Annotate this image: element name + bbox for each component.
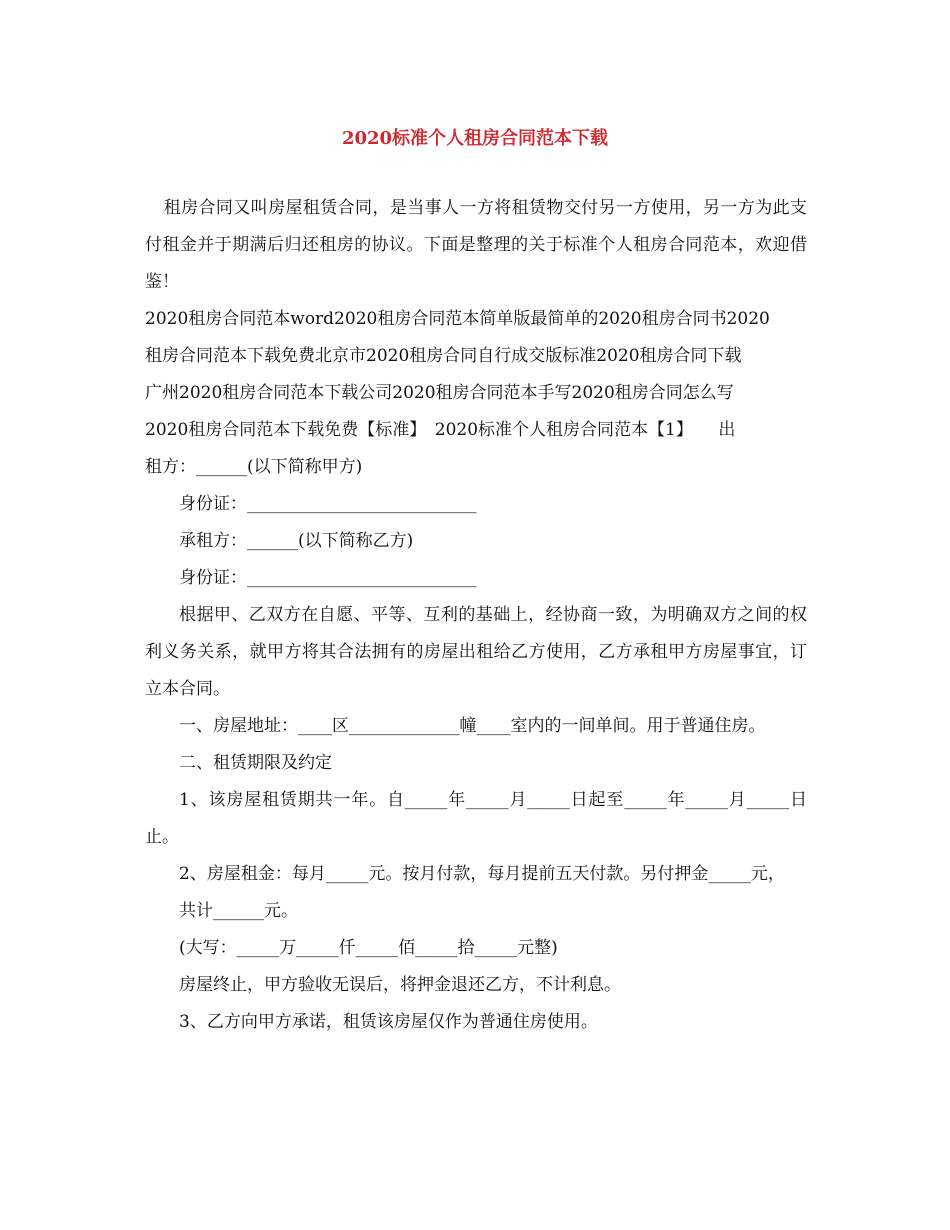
address-clause: 一、房屋地址：____区_____________幢____室内的一间单间。用于普通住房。 [179,716,766,736]
term-heading: 二、租赁期限及约定 [179,753,332,773]
keywords-line: 租房合同范本下载免费北京市2020租房合同自行成交版标准2020租房合同下载 [145,346,742,366]
lessee-line: 承租方：______(以下简称乙方) [179,531,414,551]
refund-line: 房屋终止，甲方验收无误后，将押金退还乙方，不计利息。 [179,975,621,995]
intro-paragraph: 租房合同又叫房屋租赁合同，是当事人一方将租赁物交付另一方使用，另一方为此支付租金并于期满后归还租房的协议。下面是整理的关于标准个人租房合同范本，欢迎借鉴！ [145,198,807,292]
keywords-line: 2020租房合同范本下载免费【标准】 2020标准个人租房合同范本【1】 出 [145,420,736,440]
term-clause-1: 1、该房屋租赁期共一年。自_____年_____月_____日起至_____年_____月_____日止。 [145,790,807,847]
use-clause: 3、乙方向甲方承诺，租赁该房屋仅作为普通住房使用。 [179,1012,598,1032]
rent-clause: 2、房屋租金：每月_____元。按月付款，每月提前五天付款。另付押金_____元， [179,864,785,884]
lessor-id-line: 身份证：___________________________ [179,494,477,514]
capital-amount-line: (大写：_____万_____仟_____佰_____拾_____元整) [179,938,558,958]
lessee-id-line: 身份证：___________________________ [179,568,477,588]
basis-paragraph: 根据甲、乙双方在自愿、平等、互利的基础上，经协商一致，为明确双方之间的权利义务关系，就甲方将其合法拥有的房屋出租给乙方使用，乙方承租甲方房屋事宜，订立本合同。 [145,605,807,699]
keywords-line: 2020租房合同范本word2020租房合同范本简单版最简单的2020租房合同书2020 [145,309,770,329]
document-body [145,190,807,1041]
keywords-paragraph [145,301,807,486]
lessor-line: 租方：______(以下简称甲方) [145,457,363,477]
document-title: 2020标准个人租房合同范本下载 [341,128,609,149]
total-line: 共计______元。 [179,901,298,921]
keywords-line: 广州2020租房合同范本下载公司2020租房合同范本手写2020租房合同怎么写 [145,383,734,403]
